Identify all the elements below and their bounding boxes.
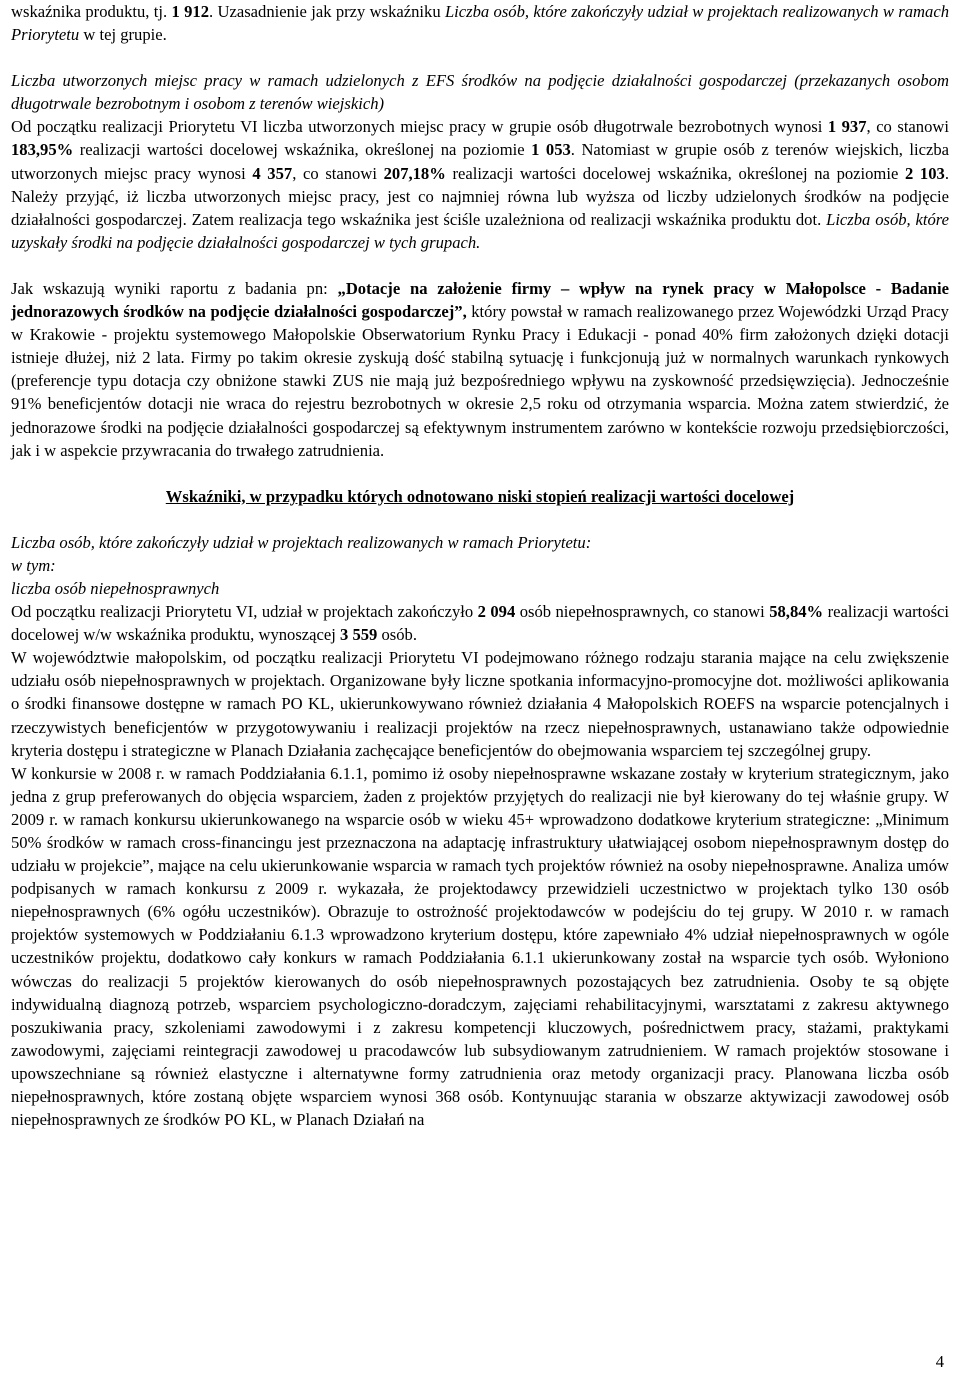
sub-indicator-name: liczba osób niepełnosprawnych (11, 578, 220, 598)
section-heading: Wskaźniki, w przypadku których odnotowano niski stopień realizacji wartości docelowej (165, 486, 795, 506)
text-run: realizacji wartości docelowej wskaźnika, określonej na poziomie (73, 140, 532, 160)
paragraph-spacer (11, 46, 949, 69)
text-run: Od początku realizacji Priorytetu VI liczba utworzonych miejsc pracy w grupie osób długotrwale bezrobotnych wynosi (11, 117, 828, 137)
indicator-title: Liczba utworzonych miejsc pracy w ramach udzielonych z EFS środków na podjęcie działalności gospodarczej (przekazanych osobom długotrwale bezrobotnym i osobom z terenów wiejskich) (11, 71, 949, 114)
indicator-title-jobs (11, 69, 949, 115)
text-run: realizacji wartości docelowej w/w wskaźnika produktu, wynoszącej (11, 602, 949, 645)
document-page (11, 0, 949, 1131)
value-183-95-percent: 183,95% (11, 140, 74, 160)
indicator-sub-name (11, 577, 949, 600)
text-run: . Natomiast w grupie osób z terenów wiejskich, liczba utworzonych miejsc pracy wynosi (11, 140, 949, 183)
text-run: w tej grupie. (79, 25, 167, 45)
paragraph-spacer (11, 508, 949, 531)
value-58-84-percent: 58,84% (769, 602, 824, 622)
paragraph-spacer (11, 462, 949, 485)
page-number: 4 (935, 1352, 944, 1371)
value-4357: 4 357 (252, 163, 293, 183)
indicator-name: Liczba osób, które zakończyły udział w projektach realizowanych w ramach Priorytetu (11, 2, 949, 45)
text-run: który powstał w ramach realizowanego przez Wojewódzki Urząd Pracy w Krakowie - projektu systemowego Małopolskie Obserwatorium Rynku Pracy i Edukacji - ponad 40% firm założonych dzięki dotacji istnieje dłużej, niż 2 lata. Firmy po takim okresie zyskują dość stabilną sytuację i funkcjonują już w normalnych warunkach rynkowych (preferencje typu dotacja czy obniżone stawki ZUS nie mają już bezpośredniego wpływu na zyskowność przedsięwzięcia). Jednocześnie 91% beneficjentów dotacji nie wraca do rejestru bezrobotnych w okresie 2,5 roku od otrzymania wsparcia. Można zatem stwierdzić, że jednorazowe środki na podjęcie działalności gospodarczej są efektywnym instrumentem zarówno w kontekście rozwoju przedsiębiorczości, jak i w aspekcie przywracania do trwałego zatrudnienia. (11, 302, 949, 460)
indicator-label (11, 531, 949, 554)
paragraph-jobs-created (11, 115, 949, 254)
value-1053: 1 053 (531, 140, 571, 160)
text-run: Jak wskazują wyniki raportu z badania pn: (11, 278, 338, 298)
paragraph-malopolska-efforts: W województwie małopolskim, od początku realizacji Priorytetu VI podejmowano różnego rodzaju starania mające na celu zwiększenie udziału osób niepełnosprawnych w projektach. Organizowane były liczne spotkania informacyjno-promocyjne dot. możliwości aplikowania o środki finansowe dostępne w ramach PO KL, ukierunkowywano również działania 4 Małopolskich ROEFS na wsparcie potencjalnych i rzeczywistych beneficjentów w przygotowywaniu i realizacji projektów na rzecz niepełnosprawnych, ustanawiano także odpowiednie kryteria dostępu i strategiczne w Planach Działania zachęcające beneficjentów do obejmowania wsparciem tej szczególnej grupy. (11, 648, 949, 760)
paragraph-spacer (11, 254, 949, 277)
paragraph-disabled-participants (11, 600, 949, 646)
text-run: , co stanowi (866, 117, 949, 137)
paragraph-competitions: W konkursie w 2008 r. w ramach Poddziałania 6.1.1, pomimo iż osoby niepełnosprawne wskazane zostały w kryterium strategicznym, jako jedna z grup preferowanych do objęcia wsparciem, żaden z projektów przyjętych do realizacji nie był kierowany do tej właśnie grupy. W 2009 r. w ramach konkursu ukierunkowanego na wsparcie osób w wieku 45+ wprowadzono dodatkowe kryterium strategiczne: „Minimum 50% środków w ramach cross-financingu jest przeznaczona na adaptację infrastruktury ułatwiającej osobom niepełnosprawnym dostęp do udziału w projekcie”, mające na celu ukierunkowanie wsparcia w ramach tych projektów również na osoby niepełnosprawne. Analiza umów podpisanych w ramach konkursu z 2009 r. wykazała, że projektodawcy przewidzieli uczestnictwo w projektach tylko 130 osób niepełnosprawnych (6% ogółu uczestników). Obrazuje to ostrożność projektodawców w podejściu do tej grupy. W 2010 r. w ramach projektów systemowych w Poddziałaniu 6.1.3 wprowadzono kryterium dostępu, które zapewniało 4% udział niepełnosprawnych w ogóle uczestników projektu, dodatkowo cały konkurs w ramach Poddziałania 6.1.1 ukierunkowany został na wsparcie tych osób. Wyłoniono wówczas do realizacji 5 projektów kierowanych do osób niepełnosprawnych pozostających bez zatrudnienia. Osoby te są objęte indywidualną diagnozą potrzeb, wsparciem psychologiczno-doradczym, zajęciami rehabilitacyjnymi, warsztatami z zakresu aktywnego poszukiwania pracy, szkoleniami zawodowymi i z zakresu kompetencji kluczowych, pośrednictwem pracy, stażami, praktykami zawodowymi, zajęciami reintegracji zawodowej u pracodawców lub subsydiowanym zatrudnieniem. W ramach projektów stosowane i upowszechniane są również elastyczne i alternatywne formy zatrudnienia oraz metody organizacji pracy. Planowana liczba osób niepełnosprawnych, które zostaną objęte wsparciem wynosi 368 osób. Kontynuując starania w obszarze aktywizacji zawodowej osób niepełnosprawnych ze środków PO KL, w Planach Działań na (11, 763, 949, 1130)
value-207-18-percent: 207,18% (383, 163, 446, 183)
sub-label: w tym: (11, 555, 56, 575)
indicator-name: Liczba osób, które zakończyły udział w projektach realizowanych w ramach Priorytetu: (11, 532, 592, 552)
text-run: osób. (377, 625, 418, 645)
value-2103: 2 103 (904, 163, 945, 183)
text-run: wskaźnika produktu, tj. (11, 2, 172, 21)
indicator-sub-label (11, 554, 949, 577)
text-run: realizacji wartości docelowej wskaźnika, określonej na poziomie (445, 163, 905, 183)
indicator-reference: Liczba osób, które uzyskały środki na podjęcie działalności gospodarczej w tych grupach. (11, 209, 950, 252)
value-2094: 2 094 (477, 602, 516, 622)
text-run: . Uzasadnienie jak przy wskaźniku (209, 2, 445, 21)
text-run: . Należy przyjąć, iż liczba utworzonych miejsc pracy, jest co najmniej równa lub wyższa od liczby udzielonych środków na podjęcie działalności gospodarczej. Zatem realizacja tego wskaźnika jest ściśle uzależniona od realizacji wskaźnika produktu dot. (11, 163, 949, 229)
report-title: „Dotacje na założenie firmy – wpływ na rynek pracy w Małopolsce - Badanie jednorazowych środków na podjęcie działalności gospodarczej”, (11, 278, 950, 322)
text-run: Od początku realizacji Priorytetu VI, udział w projektach zakończyło (11, 602, 478, 622)
value-1937: 1 937 (827, 117, 867, 137)
text-run: , co stanowi (292, 163, 384, 183)
text-run: osób niepełnosprawnych, co stanowi (515, 602, 770, 622)
value-1912: 1 912 (171, 2, 210, 21)
paragraph-product-indicator (11, 0, 949, 46)
value-3559: 3 559 (340, 625, 378, 645)
paragraph-report-findings (11, 277, 949, 462)
